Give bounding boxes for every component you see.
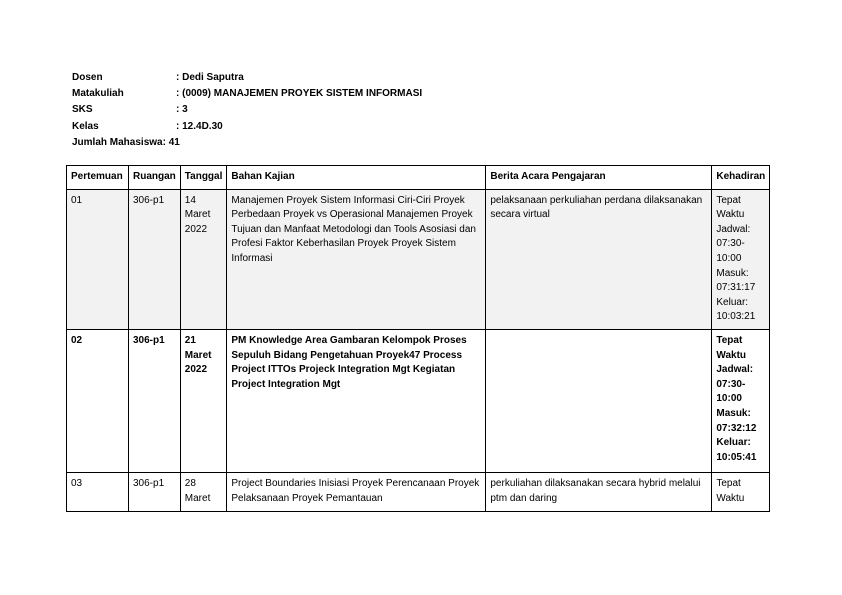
cell-berita-acara-text: perkuliahan dilaksanakan secara hybrid melalui ptm dan daring (490, 477, 701, 504)
table-row (67, 472, 770, 511)
cell-kehadiran: Tepat Waktu Jadwal: 07:30-10:00 Masuk: 07:31:17 Keluar: 10:03:21 (712, 189, 770, 329)
table-row (67, 329, 770, 472)
info-value: : (0009) MANAJEMEN PROYEK SISTEM INFORMASI (176, 88, 423, 100)
header-kehadiran: Kehadiran (712, 166, 770, 190)
cell-berita-acara (486, 472, 712, 511)
info-value: : 41 (162, 136, 180, 148)
info-row-jumlah-mahasiswa (72, 137, 422, 153)
cell-ruangan-text: 306-p1 (133, 477, 165, 489)
header-pertemuan: Pertemuan (67, 166, 129, 190)
cell-tanggal: 14 Maret 2022 (180, 189, 227, 329)
info-label: Matakuliah (72, 88, 124, 100)
info-label: Jumlah Mahasiswa (72, 136, 163, 148)
cell-berita-acara: pelaksanaan perkuliahan perdana dilaksanakan secara virtual (486, 189, 712, 329)
info-label: Dosen (72, 72, 103, 83)
course-info (72, 72, 422, 153)
cell-kehadiran (712, 472, 770, 511)
cell-tanggal-text: 28 Maret (184, 477, 211, 504)
info-value: : 3 (176, 104, 188, 116)
table-header-row (67, 166, 770, 190)
info-row-matakuliah (72, 88, 422, 104)
cell-ruangan: 306-p1 (129, 189, 181, 329)
cell-ruangan (129, 472, 181, 511)
info-label: SKS (72, 104, 93, 116)
cell-pertemuan: 01 (67, 189, 129, 329)
header-berita-acara: Berita Acara Pengajaran (486, 166, 712, 190)
info-row-sks (72, 104, 422, 120)
header-ruangan: Ruangan (129, 166, 181, 190)
cell-tanggal (180, 472, 227, 511)
cell-bahan-kajian: PM Knowledge Area Gambaran Kelompok Proses Sepuluh Bidang Pengetahuan Proyek47 Process Project ITTOs Projeck Integration Mgt Kegiatan Project Integration Mgt (227, 329, 486, 472)
table-row (67, 189, 770, 329)
attendance-table (66, 165, 770, 512)
info-row-dosen (72, 72, 422, 88)
info-row-kelas (72, 121, 422, 137)
cell-bahan-kajian: Manajemen Proyek Sistem Informasi Ciri-Ciri Proyek Perbedaan Proyek vs Operasional Manajemen Proyek Tujuan dan Manfaat Metodologi dan Tools Asosiasi dan Profesi Faktor Keberhasilan Proyek Proyek Sistem Informasi (227, 189, 486, 329)
cell-kehadiran-text: Tepat Waktu (716, 477, 745, 504)
cell-kehadiran: Tepat Waktu Jadwal: 07:30-10:00 Masuk: 07:32:12 Keluar: 10:05:41 (712, 329, 770, 472)
cell-pertemuan: 02 (67, 329, 129, 472)
cell-pertemuan (67, 472, 129, 511)
cell-pertemuan-text: 03 (71, 477, 83, 489)
cell-bahan-kajian-text: Project Boundaries Inisiasi Proyek Perencanaan Proyek Pelaksanaan Proyek Pemantauan (231, 477, 480, 504)
header-bahan-kajian: Bahan Kajian (227, 166, 486, 190)
info-value: : Dedi Saputra (176, 72, 244, 83)
cell-bahan-kajian (227, 472, 486, 511)
cell-berita-acara (486, 329, 712, 472)
cell-tanggal: 21 Maret 2022 (180, 329, 227, 472)
info-label: Kelas (72, 120, 99, 132)
cell-ruangan: 306-p1 (129, 329, 181, 472)
header-tanggal: Tanggal (180, 166, 227, 190)
info-value: : 12.4D.30 (176, 120, 223, 132)
